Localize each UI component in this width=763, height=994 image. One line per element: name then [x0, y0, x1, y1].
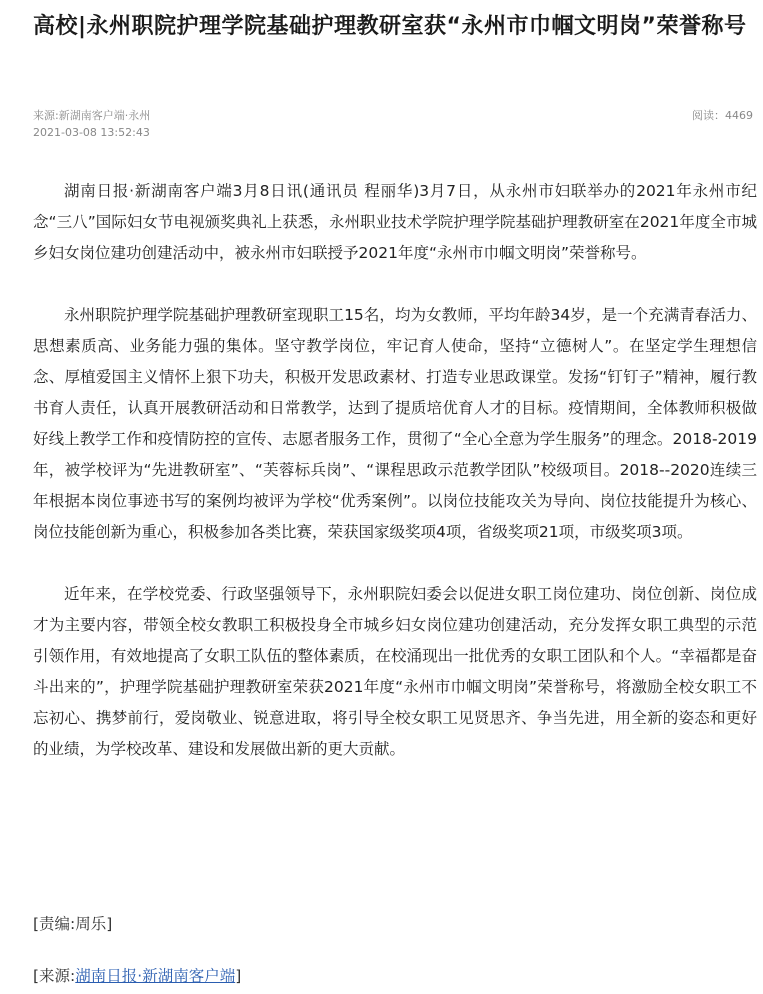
paragraph: 湖南日报·新湖南客户端3月8日讯(通讯员 程丽华)3月7日，从永州市妇联举办的2021年永州市纪念“三八”国际妇女节电视颁奖典礼上获悉，永州职业技术学院护理学院基础护理教研室在2021年度全市城乡妇女岗位建功创建活动中，被永州市妇联授予2021年度“永州市巾帼文明岗”荣誉称号。	[33, 182, 757, 262]
article-body	[33, 176, 757, 796]
footer-source-prefix: [来源:	[33, 967, 76, 985]
editor-credit: [责编:周乐]	[33, 915, 113, 933]
source-link[interactable]: 湖南日报·新湖南客户端	[75, 967, 236, 985]
article-title: 高校|永州职院护理学院基础护理教研室获“永州市巾帼文明岗”荣誉称号	[33, 14, 747, 39]
paragraph: 永州职院护理学院基础护理教研室现职工15名，均为女教师，平均年龄34岁，是一个充满青春活力、思想素质高、业务能力强的集体。坚守教学岗位，牢记育人使命，坚持“立德树人”。在坚定学生理想信念、厚植爱国主义情怀上狠下功夫，积极开发思政素材、打造专业思政课堂。发扬“钉钉子”精神，履行教书育人责任，认真开展教研活动和日常教学，达到了提质培优育人才的目标。疫情期间，全体教师积极做好线上教学工作和疫情防控的宣传、志愿者服务工作，贯彻了“全心全意为学生服务”的理念。2018-2019年，被学校评为“先进教研室”、“芙蓉标兵岗”、“课程思政示范教学团队”校级项目。2018--2020连续三年根据本岗位事迹书写的案例均被评为学校“优秀案例”。以岗位技能攻关为导向、岗位技能提升为核心、岗位技能创新为重心，积极参加各类比赛，荣获国家级奖项4项，省级奖项21项，市级奖项3项。	[33, 306, 757, 541]
view-count: 阅读：4469	[692, 109, 753, 122]
paragraph: 近年来，在学校党委、行政坚强领导下，永州职院妇委会以促进女职工岗位建功、岗位创新、岗位成才为主要内容，带领全校女教职工积极投身全市城乡妇女岗位建功创建活动，充分发挥女职工典型的示范引领作用，有效地提高了女职工队伍的整体素质，在校涌现出一批优秀的女职工团队和个人。“幸福都是奋斗出来的”，护理学院基础护理教研室荣获2021年度“永州市巾帼文明岗”荣誉称号，将激励全校女职工不忘初心、携梦前行，爱岗敬业、锐意进取，将引导全校女职工见贤思齐、争当先进，用全新的姿态和更好的业绩，为学校改革、建设和发展做出新的更大贡献。	[33, 585, 757, 758]
article-timestamp: 2021-03-08 13:52:43	[33, 126, 150, 139]
footer-source-suffix: ]	[235, 967, 242, 985]
article-source: 来源:新湖南客户端·永州	[33, 109, 151, 122]
footer-source	[33, 962, 241, 990]
